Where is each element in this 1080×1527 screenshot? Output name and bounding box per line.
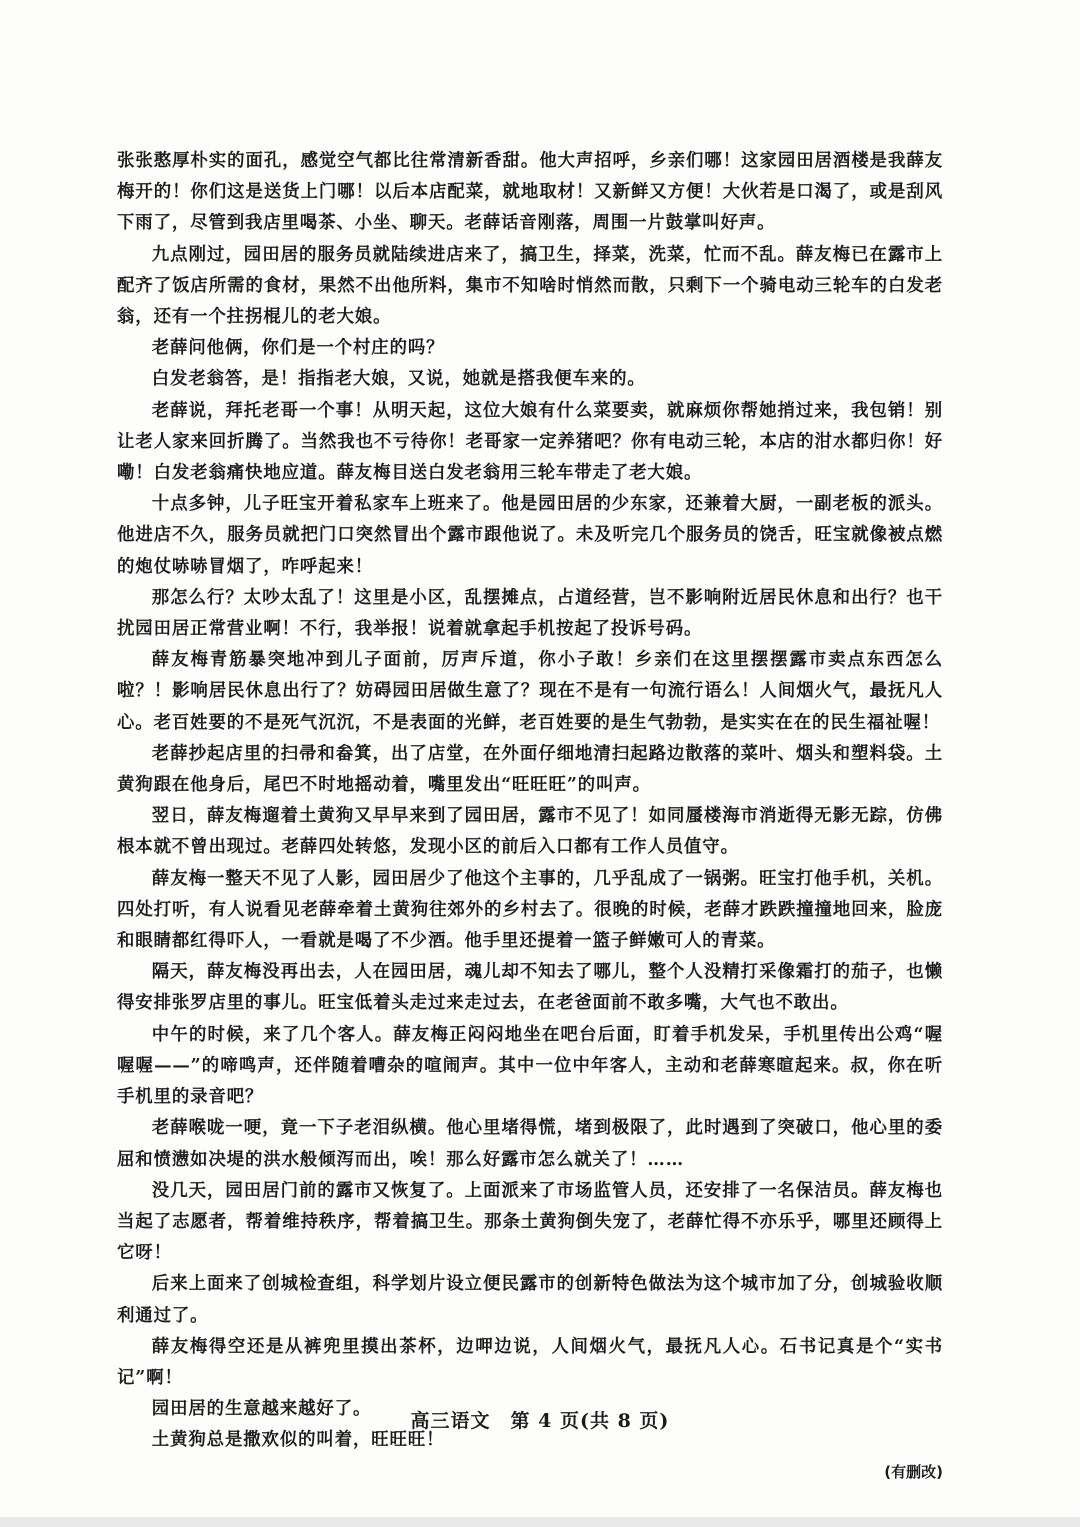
passage-paragraph: 隔天，薛友梅没再出去，人在园田居，魂儿却不知去了哪儿，整个人没精打采像霜打的茄子，也懒得安排张罗店里的事儿。旺宝低着头走过来走过去，在老爸面前不敢多嘴，大气也不敢出。 (117, 962, 943, 1014)
passage-paragraph: 中午的时候，来了几个客人。薛友梅正闷闷地坐在吧台后面，盯着手机发呆，手机里传出公鸡“喔喔喔——”的啼鸣声，还伴随着嘈杂的喧闹声。其中一位中年客人，主动和老薛寒暄起来。叔，你在听手机里的录音吧？ (117, 1024, 943, 1108)
passage-paragraph: 老薛说，拜托老哥一个事！从明天起，这位大娘有什么菜要卖，就麻烦你帮她捎过来，我包销！别让老人家来回折腾了。当然我也不亏待你！老哥家一定养猪吧？你有电动三轮，本店的泔水都归你！好嘞！白发老翁痛快地应道。薛友梅目送白发老翁用三轮车带走了老大娘。 (117, 400, 943, 484)
passage-body (117, 146, 943, 1485)
passage-paragraph: 那怎么行？太吵太乱了！这里是小区，乱摆摊点，占道经营，岂不影响附近居民休息和出行？也干扰园田居正常营业啊！不行，我举报！说着就拿起手机按起了投诉号码。 (117, 587, 943, 640)
scan-edge (0, 1517, 1080, 1527)
passage-paragraph: 后来上面来了创城检查组，科学划片设立便民露市的创新特色做法为这个城市加了分，创城验收顺利通过了。 (117, 1274, 943, 1326)
passage-paragraph: 薛友梅得空还是从裤兜里摸出茶杯，边呷边说，人间烟火气，最抚凡人心。石书记真是个“实书记”啊！ (117, 1336, 943, 1388)
passage-paragraph: 老薛问他俩，你们是一个村庄的吗？ (151, 338, 445, 359)
passage-paragraph: 园田居的生意越来越好了。 (151, 1399, 372, 1420)
passage-paragraph: 翌日，薛友梅遛着土黄狗又早早来到了园田居，露市不见了！如同蜃楼海市消逝得无影无踪，仿佛根本就不曾出现过。老薛四处转悠，发现小区的前后入口都有工作人员值守。 (117, 806, 943, 858)
passage-paragraph: 十点多钟，儿子旺宝开着私家车上班来了。他是园田居的少东家，还兼着大厨，一副老板的派头。他进店不久，服务员就把门口突然冒出个露市跟他说了。未及听完几个服务员的饶舌，旺宝就像被点燃的炮仗哧哧冒烟了，咋呼起来！ (117, 494, 943, 577)
revision-note: (有删改) (884, 1462, 943, 1481)
passage-paragraph: 薛友梅青筋暴突地冲到儿子面前，厉声斥道，你小子敢！乡亲们在这里摆摆露市卖点东西怎么啦？！影响居民休息出行了？妨碍园田居做生意了？现在不是有一句流行语么！人间烟火气，最抚凡人心。老百姓要的不是死气沉沉，不是表面的光鲜，老百姓要的是生气勃勃，是实实在在的民生福祉喔！ (117, 650, 943, 733)
passage-paragraph: 土黄狗总是撒欢似的叫着，旺旺旺！ (151, 1430, 445, 1451)
passage-paragraph: 老薛抄起店里的扫帚和畚箕，出了店堂，在外面仔细地清扫起路边散落的菜叶、烟头和塑料袋。土黄狗跟在他身后，尾巴不时地摇动着，嘴里发出“旺旺旺”的叫声。 (117, 743, 943, 796)
passage-paragraph: 老薛喉咙一哽，竟一下子老泪纵横。他心里堵得慌，堵到极限了，此时遇到了突破口，他心里的委屈和愤懑如决堤的洪水般倾泻而出，唉！那么好露市怎么就关了！…… (117, 1118, 943, 1170)
passage-paragraph: 张张憨厚朴实的面孔，感觉空气都比往常清新香甜。他大声招呼，乡亲们哪！这家园田居酒楼是我薛友梅开的！你们这是送货上门哪！以后本店配菜，就地取材！又新鲜又方便！大伙若是口渴了，或是刮风下雨了，尽管到我店里喝茶、小坐、聊天。老薛话音刚落，周围一片鼓掌叫好声。 (117, 151, 943, 234)
passage-paragraph: 白发老翁答，是！指指老大娘，又说，她就是搭我便车来的。 (151, 369, 646, 390)
passage-paragraph: 九点刚过，园田居的服务员就陆续进店来了，搞卫生，择菜，洗菜，忙而不乱。薛友梅已在露市上配齐了饭店所需的食材，果然不出他所料，集市不知啥时悄然而散，只剩下一个骑电动三轮车的白发老翁，还有一个拄拐棍儿的老大娘。 (117, 244, 943, 328)
page-footer: 高三语文 第 4 页(共 8 页) (410, 1410, 670, 1432)
passage-paragraph: 薛友梅一整天不见了人影，园田居少了他这个主事的，几乎乱成了一锅粥。旺宝打他手机，关机。四处打听，有人说看见老薛牵着土黄狗往郊外的乡村去了。很晚的时候，老薛才跌跌撞撞地回来，脸庞和眼睛都红得吓人，一看就是喝了不少酒。他手里还提着一篮子鲜嫩可人的青菜。 (117, 868, 943, 952)
passage-paragraph: 没几天，园田居门前的露市又恢复了。上面派来了市场监管人员，还安排了一名保洁员。薛友梅也当起了志愿者，帮着维持秩序，帮着搞卫生。那条土黄狗倒失宠了，老薛忙得不亦乐乎，哪里还顾得上它呀！ (117, 1180, 943, 1264)
